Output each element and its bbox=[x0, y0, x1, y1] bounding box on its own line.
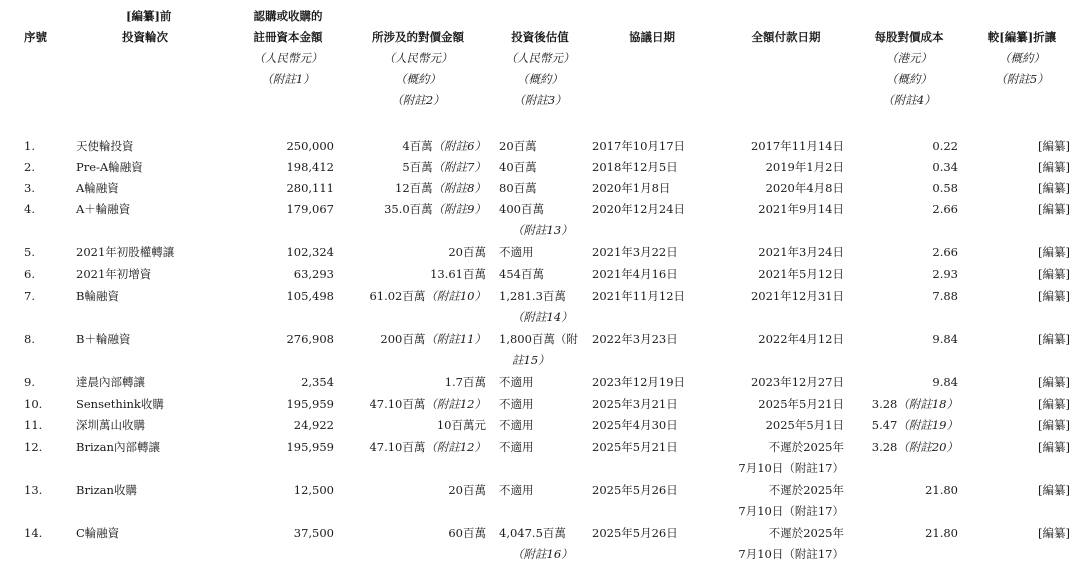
capital-amount: 276,908 bbox=[286, 332, 334, 346]
consideration-amount: 13.61百萬 bbox=[430, 267, 486, 281]
capital-amount: 195,959 bbox=[286, 440, 334, 454]
consideration-amount: 20百萬 bbox=[448, 483, 486, 497]
discount-value: [編纂] bbox=[1038, 245, 1070, 259]
payment-date: 2025年5月21日 bbox=[758, 397, 844, 411]
header-consideration-note: （附註2） bbox=[391, 93, 445, 107]
discount-value: [編纂] bbox=[1038, 440, 1070, 454]
consideration-amount: 47.10百萬（附註12） bbox=[369, 397, 486, 411]
row-number: 3. bbox=[24, 181, 35, 195]
round-name: 天使輪投資 bbox=[76, 139, 134, 153]
valuation-amount: 454百萬 bbox=[499, 267, 544, 281]
consideration-note: （附註12） bbox=[425, 397, 486, 411]
header-round-line2: 投資輪次 bbox=[122, 30, 168, 44]
discount-value: [編纂] bbox=[1038, 483, 1070, 497]
header-cost-note: （附註4） bbox=[882, 93, 936, 107]
agreement-date: 2025年3月21日 bbox=[592, 397, 678, 411]
consideration-amount: 35.0百萬（附註9） bbox=[384, 202, 486, 216]
agreement-date: 2017年10月17日 bbox=[592, 139, 686, 153]
consideration-amount: 5百萬（附註7） bbox=[402, 160, 486, 174]
header-discount-note: （附註5） bbox=[995, 72, 1049, 86]
round-name: C輪融資 bbox=[76, 526, 120, 540]
capital-amount: 2,354 bbox=[301, 375, 334, 389]
payment-date: 2021年9月14日 bbox=[758, 202, 844, 216]
capital-amount: 198,412 bbox=[286, 160, 334, 174]
header-capital-unit: （人民幣元） bbox=[253, 51, 323, 65]
row-number: 8. bbox=[24, 332, 35, 346]
cost-per-share: 3.28（附註20） bbox=[871, 440, 958, 454]
consideration-amount: 4百萬（附註6） bbox=[402, 139, 486, 153]
row-number: 5. bbox=[24, 245, 35, 259]
header-seq: 序號 bbox=[24, 30, 47, 44]
valuation-amount: 80百萬 bbox=[499, 181, 537, 195]
header-cost-approx: （概約） bbox=[886, 72, 932, 86]
valuation-amount: 4,047.5百萬 bbox=[499, 526, 566, 540]
header-cost: 每股對價成本 bbox=[874, 30, 944, 44]
valuation-note: （附註14） bbox=[512, 310, 573, 324]
agreement-date: 2023年12月19日 bbox=[592, 375, 686, 389]
payment-date: 2020年4月8日 bbox=[765, 181, 844, 195]
round-name: A輪融資 bbox=[76, 181, 119, 195]
discount-value: [編纂] bbox=[1038, 267, 1070, 281]
capital-amount: 105,498 bbox=[286, 289, 334, 303]
valuation-note: （附註13） bbox=[512, 223, 573, 237]
valuation-amount: 不適用 bbox=[499, 397, 534, 411]
capital-amount: 24,922 bbox=[293, 418, 334, 432]
cost-note: （附註19） bbox=[897, 418, 958, 432]
agreement-date: 2025年5月26日 bbox=[592, 526, 678, 540]
round-name: Brizan內部轉讓 bbox=[76, 440, 160, 454]
header-capital-note: （附註1） bbox=[261, 72, 315, 86]
consideration-note: （附註9） bbox=[432, 202, 486, 216]
cost-per-share: 21.80 bbox=[925, 526, 958, 540]
discount-value: [編纂] bbox=[1038, 202, 1070, 216]
header-valuation: 投資後估值 bbox=[511, 30, 569, 44]
valuation-amount: 1,800百萬（附 bbox=[499, 332, 578, 346]
header-cost-unit: （港元） bbox=[886, 51, 932, 65]
row-number: 11. bbox=[24, 418, 43, 432]
discount-value: [編纂] bbox=[1038, 418, 1070, 432]
row-number: 1. bbox=[24, 139, 35, 153]
valuation-note: （附註16） bbox=[512, 547, 573, 561]
cost-per-share: 0.22 bbox=[932, 139, 958, 153]
discount-value: [編纂] bbox=[1038, 181, 1070, 195]
agreement-date: 2025年5月26日 bbox=[592, 483, 678, 497]
row-number: 7. bbox=[24, 289, 35, 303]
payment-date: 2025年5月1日 bbox=[765, 418, 844, 432]
consideration-note: （附註12） bbox=[425, 440, 486, 454]
capital-amount: 280,111 bbox=[286, 181, 334, 195]
valuation-amount: 不適用 bbox=[499, 245, 534, 259]
agreement-date: 2021年3月22日 bbox=[592, 245, 678, 259]
row-number: 6. bbox=[24, 267, 35, 281]
row-number: 9. bbox=[24, 375, 35, 389]
valuation-amount: 40百萬 bbox=[499, 160, 537, 174]
round-name: Pre-A輪融資 bbox=[76, 160, 143, 174]
consideration-note: （附註6） bbox=[432, 139, 486, 153]
agreement-date: 2025年5月21日 bbox=[592, 440, 678, 454]
payment-date: 2019年1月2日 bbox=[765, 160, 844, 174]
consideration-amount: 60百萬 bbox=[448, 526, 486, 540]
consideration-note: （附註8） bbox=[432, 181, 486, 195]
valuation-amount: 400百萬 bbox=[499, 202, 544, 216]
payment-date-line2: 7月10日（附註17） bbox=[738, 504, 844, 518]
agreement-date: 2021年11月12日 bbox=[592, 289, 686, 303]
round-name: B輪融資 bbox=[76, 289, 119, 303]
row-number: 10. bbox=[24, 397, 43, 411]
payment-date: 不遲於2025年 bbox=[768, 483, 844, 497]
payment-date: 2021年12月31日 bbox=[750, 289, 844, 303]
valuation-note: 註15） bbox=[512, 353, 550, 367]
cost-per-share: 9.84 bbox=[932, 332, 958, 346]
header-consideration: 所涉及的對價金額 bbox=[372, 30, 464, 44]
header-discount: 較[編纂]折讓 bbox=[987, 30, 1057, 44]
discount-value: [編纂] bbox=[1038, 139, 1070, 153]
agreement-date: 2020年12月24日 bbox=[592, 202, 686, 216]
round-name: Brizan收購 bbox=[76, 483, 137, 497]
header-discount-approx: （概約） bbox=[999, 51, 1045, 65]
round-name: B＋輪融資 bbox=[76, 332, 131, 346]
payment-date: 2022年4月12日 bbox=[758, 332, 844, 346]
cost-note: （附註18） bbox=[897, 397, 958, 411]
cost-per-share: 2.93 bbox=[932, 267, 958, 281]
round-name: 2021年初股權轉讓 bbox=[76, 245, 175, 259]
header-consideration-unit: （人民幣元） bbox=[383, 51, 453, 65]
cost-per-share: 0.58 bbox=[932, 181, 958, 195]
capital-amount: 179,067 bbox=[286, 202, 334, 216]
discount-value: [編纂] bbox=[1038, 397, 1070, 411]
payment-date: 2021年3月24日 bbox=[758, 245, 844, 259]
cost-per-share: 9.84 bbox=[932, 375, 958, 389]
row-number: 14. bbox=[24, 526, 43, 540]
payment-date: 不遲於2025年 bbox=[768, 526, 844, 540]
header-consideration-approx: （概約） bbox=[395, 72, 441, 86]
consideration-amount: 61.02百萬（附註10） bbox=[369, 289, 486, 303]
payment-date-line2: 7月10日（附註17） bbox=[738, 461, 844, 475]
payment-date: 2017年11月14日 bbox=[750, 139, 844, 153]
cost-per-share: 2.66 bbox=[932, 245, 958, 259]
agreement-date: 2018年12月5日 bbox=[592, 160, 678, 174]
header-valuation-note: （附註3） bbox=[513, 93, 567, 107]
row-number: 13. bbox=[24, 483, 43, 497]
header-capital-line1: 認購或收購的 bbox=[253, 9, 323, 23]
payment-date: 2023年12月27日 bbox=[750, 375, 844, 389]
discount-value: [編纂] bbox=[1038, 375, 1070, 389]
cost-per-share: 7.88 bbox=[932, 289, 958, 303]
valuation-amount: 不適用 bbox=[499, 375, 534, 389]
valuation-amount: 不適用 bbox=[499, 483, 534, 497]
consideration-amount: 20百萬 bbox=[448, 245, 486, 259]
header-capital-line2: 註冊資本金額 bbox=[253, 30, 323, 44]
capital-amount: 195,959 bbox=[286, 397, 334, 411]
capital-amount: 12,500 bbox=[293, 483, 334, 497]
consideration-amount: 200百萬（附註11） bbox=[380, 332, 486, 346]
agreement-date: 2025年4月30日 bbox=[592, 418, 678, 432]
agreement-date: 2020年1月8日 bbox=[592, 181, 671, 195]
round-name: A＋輪融資 bbox=[76, 202, 131, 216]
valuation-amount: 1,281.3百萬 bbox=[499, 289, 566, 303]
agreement-date: 2022年3月23日 bbox=[592, 332, 678, 346]
header-round-line1: [編纂]前 bbox=[126, 9, 172, 23]
discount-value: [編纂] bbox=[1038, 332, 1070, 346]
consideration-amount: 1.7百萬 bbox=[444, 375, 486, 389]
discount-value: [編纂] bbox=[1038, 289, 1070, 303]
valuation-amount: 20百萬 bbox=[499, 139, 537, 153]
round-name: 深圳萬山收購 bbox=[76, 418, 145, 432]
cost-per-share: 0.34 bbox=[932, 160, 958, 174]
cost-per-share: 21.80 bbox=[925, 483, 958, 497]
consideration-note: （附註7） bbox=[432, 160, 486, 174]
capital-amount: 102,324 bbox=[286, 245, 334, 259]
cost-per-share: 3.28（附註18） bbox=[871, 397, 958, 411]
header-payment-date: 全額付款日期 bbox=[751, 30, 821, 44]
consideration-note: （附註10） bbox=[425, 289, 486, 303]
discount-value: [編纂] bbox=[1038, 160, 1070, 174]
valuation-amount: 不適用 bbox=[499, 418, 534, 432]
valuation-amount: 不適用 bbox=[499, 440, 534, 454]
round-name: 達晨內部轉讓 bbox=[76, 375, 145, 389]
capital-amount: 250,000 bbox=[286, 139, 334, 153]
cost-per-share: 5.47（附註19） bbox=[871, 418, 958, 432]
payment-date-line2: 7月10日（附註17） bbox=[738, 547, 844, 561]
capital-amount: 63,293 bbox=[293, 267, 334, 281]
consideration-amount: 47.10百萬（附註12） bbox=[369, 440, 486, 454]
consideration-amount: 10百萬元 bbox=[436, 418, 486, 432]
header-agreement-date: 協議日期 bbox=[629, 30, 675, 44]
consideration-amount: 12百萬（附註8） bbox=[395, 181, 486, 195]
row-number: 12. bbox=[24, 440, 43, 454]
header-valuation-unit: （人民幣元） bbox=[505, 51, 575, 65]
discount-value: [編纂] bbox=[1038, 526, 1070, 540]
cost-per-share: 2.66 bbox=[932, 202, 958, 216]
payment-date: 2021年5月12日 bbox=[758, 267, 844, 281]
consideration-note: （附註11） bbox=[425, 332, 486, 346]
cost-note: （附註20） bbox=[897, 440, 958, 454]
row-number: 4. bbox=[24, 202, 35, 216]
payment-date: 不遲於2025年 bbox=[768, 440, 844, 454]
agreement-date: 2021年4月16日 bbox=[592, 267, 678, 281]
header-valuation-approx: （概約） bbox=[517, 72, 563, 86]
round-name: 2021年初增資 bbox=[76, 267, 152, 281]
capital-amount: 37,500 bbox=[293, 526, 334, 540]
row-number: 2. bbox=[24, 160, 35, 174]
round-name: Sensethink收購 bbox=[76, 397, 164, 411]
